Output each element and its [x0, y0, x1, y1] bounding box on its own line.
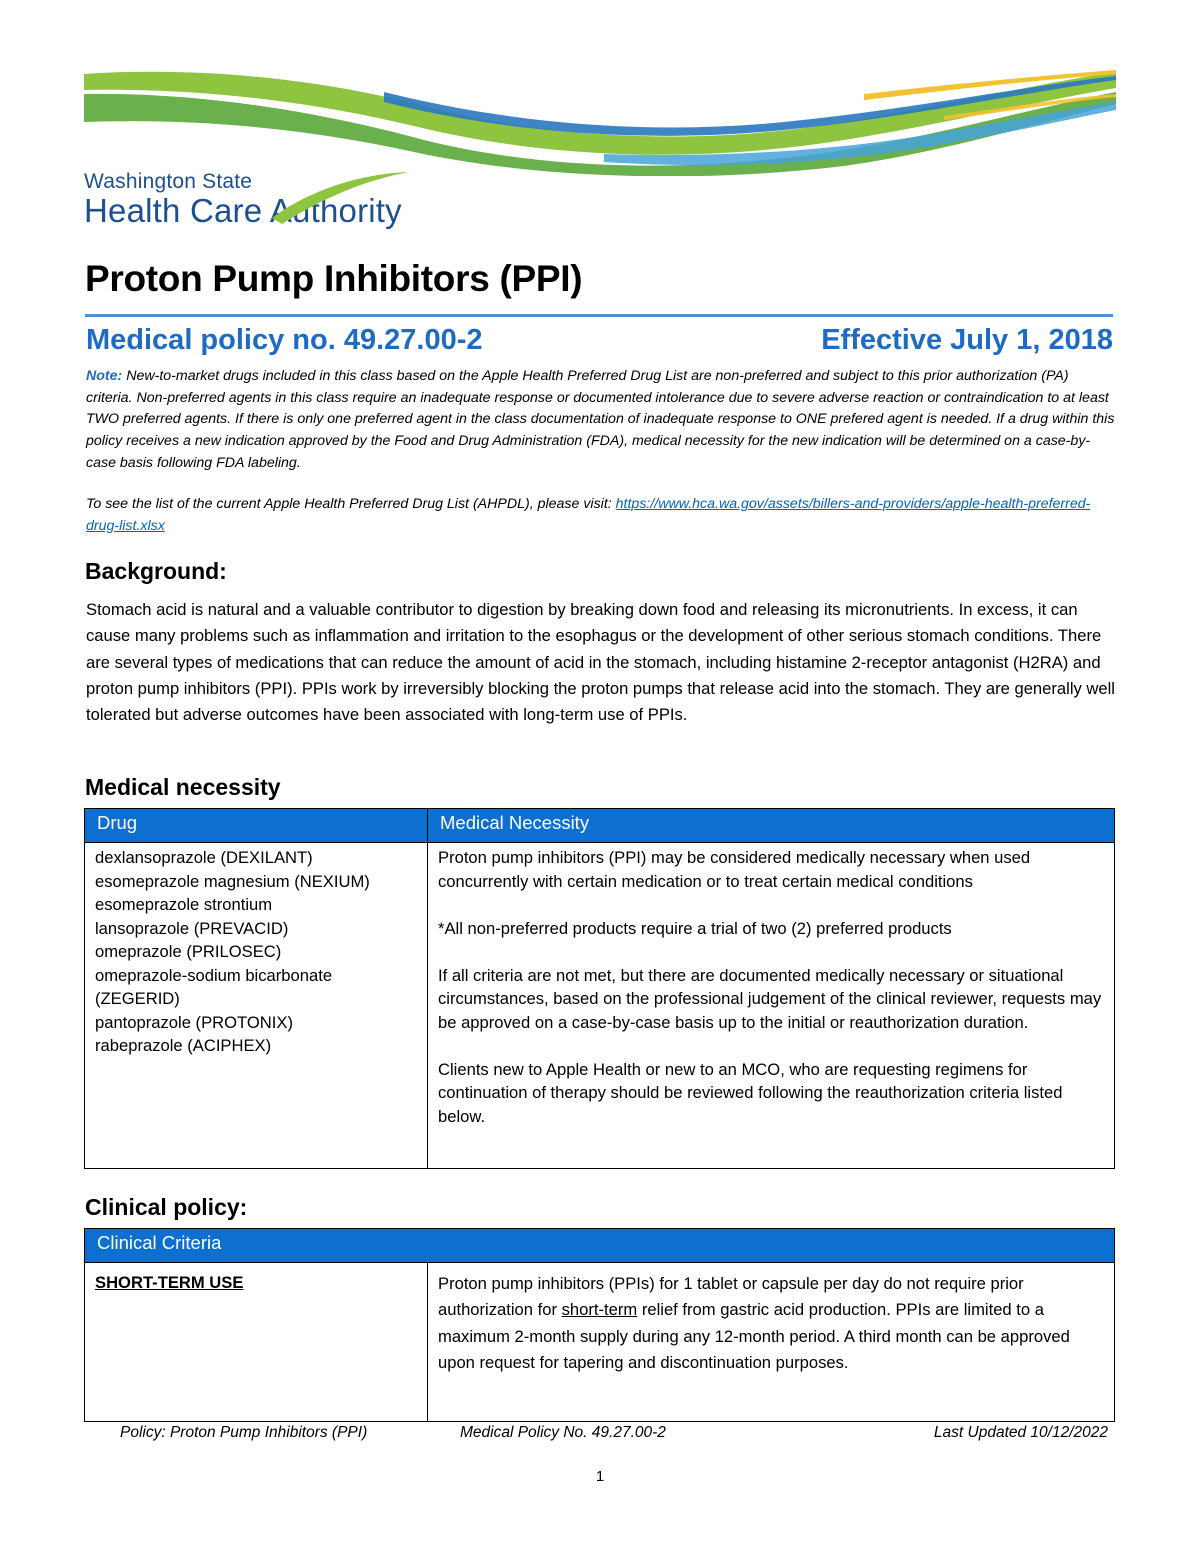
drug-item: esomeprazole magnesium (NEXIUM): [95, 871, 370, 891]
drug-item: omeprazole (PRILOSEC): [95, 942, 282, 961]
drug-item: rabeprazole (ACIPHEX): [95, 1036, 272, 1055]
drug-list-cell: [85, 843, 428, 1169]
logo-line2: Health Care Authority: [84, 192, 402, 229]
medical-necessity-table: [84, 808, 1115, 1169]
wave-banner: [84, 66, 1116, 176]
title-divider: [85, 314, 1113, 317]
clinical-criteria-table: [84, 1228, 1115, 1422]
clinical-criteria-header: Clinical Criteria: [85, 1229, 1115, 1263]
medical-necessity-column-header: Medical Necessity: [428, 809, 1115, 843]
desc-part1: Proton pump inhibitors (PPIs) for 1 tablet or capsule per day do not require prior authorization for: [438, 1274, 1024, 1320]
see-list-text: To see the list of the current Apple Health Preferred Drug List (AHPDL), please visit:: [86, 496, 616, 512]
hca-logo: [84, 166, 444, 238]
note-paragraph: [86, 366, 1116, 475]
logo-swoosh-icon: [264, 166, 414, 236]
drug-item: omeprazole-sodium bicarbonate (ZEGERID): [95, 965, 333, 1008]
mn-paragraph: *All non-preferred products require a trial of two (2) preferred products: [438, 918, 952, 938]
background-heading: Background:: [85, 558, 227, 584]
drug-item: pantoprazole (PROTONIX): [95, 1012, 293, 1032]
mn-paragraph: Clients new to Apple Health or new to an MCO, who are requesting regimens for continuation of therapy should be reviewed following the reauthorization criteria listed below.: [438, 1059, 1063, 1126]
footer-policy: Policy: Proton Pump Inhibitors (PPI): [120, 1424, 368, 1441]
logo-line1: Washington State: [84, 170, 253, 193]
policy-number: Medical policy no. 49.27.00-2: [86, 324, 483, 356]
drug-item: dexlansoprazole (DEXILANT): [95, 848, 313, 867]
drug-item: esomeprazole strontium: [95, 895, 273, 914]
drug-column-header: Drug: [85, 809, 428, 843]
clinical-policy-heading: Clinical policy:: [85, 1194, 248, 1220]
see-list-paragraph: [86, 494, 1116, 537]
effective-date: Effective July 1, 2018: [821, 324, 1113, 356]
mn-paragraph: If all criteria are not met, but there are documented medically necessary or situational circumstances, based on the professional judgement of the clinical reviewer, requests may be approved on a case-by-case basis up to the initial or reauthorization duration.: [438, 965, 1102, 1032]
short-term-use-description: [428, 1263, 1115, 1422]
medical-necessity-cell: [428, 843, 1115, 1169]
footer-policy-number: Medical Policy No. 49.27.00-2: [460, 1424, 666, 1441]
medical-necessity-heading: Medical necessity: [85, 774, 281, 800]
footer-last-updated: Last Updated 10/12/2022: [933, 1424, 1108, 1441]
desc-underlined: short-term: [561, 1300, 638, 1320]
pdl-link[interactable]: https://www.hca.wa.gov/assets/billers-and-providers/apple-health-preferred-drug-list.xlsx: [86, 496, 1091, 534]
drug-item: lansoprazole (PREVACID): [95, 918, 289, 938]
page-number: 1: [595, 1468, 605, 1485]
mn-paragraph: Proton pump inhibitors (PPI) may be considered medically necessary when used concurrently with certain medication or to treat certain medical conditions: [438, 848, 1031, 891]
note-label: Note:: [86, 368, 123, 384]
desc-part2: relief from gastric acid production. PPIs are limited to a maximum 2-month supply during any 12-month period. A third month can be approved upon request for tapering and discontinuation purposes.: [438, 1300, 1070, 1372]
background-text: Stomach acid is natural and a valuable contributor to digestion by breaking down food and releasing its micronutrients. In excess, it can cause many problems such as inflammation and irritation to the esophagus or the development of other serious stomach conditions. There are several types of medications that can reduce the amount of acid in the stomach, including histamine 2-receptor antagonist (H2RA) and proton pump inhibitors (PPI). PPIs work by irreversibly blocking the proton pumps that release acid into the stomach. They are generally well tolerated but adverse outcomes have been associated with long-term use of PPIs.: [86, 600, 1115, 725]
note-text: New-to-market drugs included in this class based on the Apple Health Preferred Drug List are non-preferred and subject to this prior authorization (PA) criteria. Non-preferred agents in this class require an inadequate response or documented intolerance due to severe adverse reaction or contraindication to at least TWO preferred agents. If there is only one preferred agent in the class documentation of inadequate response to ONE prefered agent is needed. If a drug within this policy receives a new indication approved by the Food and Drug Administration (FDA), medical necessity for the new indication will be determined on a case-by-case basis following FDA labeling.: [86, 368, 1115, 471]
short-term-use-label: SHORT-TERM USE: [85, 1263, 428, 1422]
page-title: Proton Pump Inhibitors (PPI): [85, 258, 583, 299]
